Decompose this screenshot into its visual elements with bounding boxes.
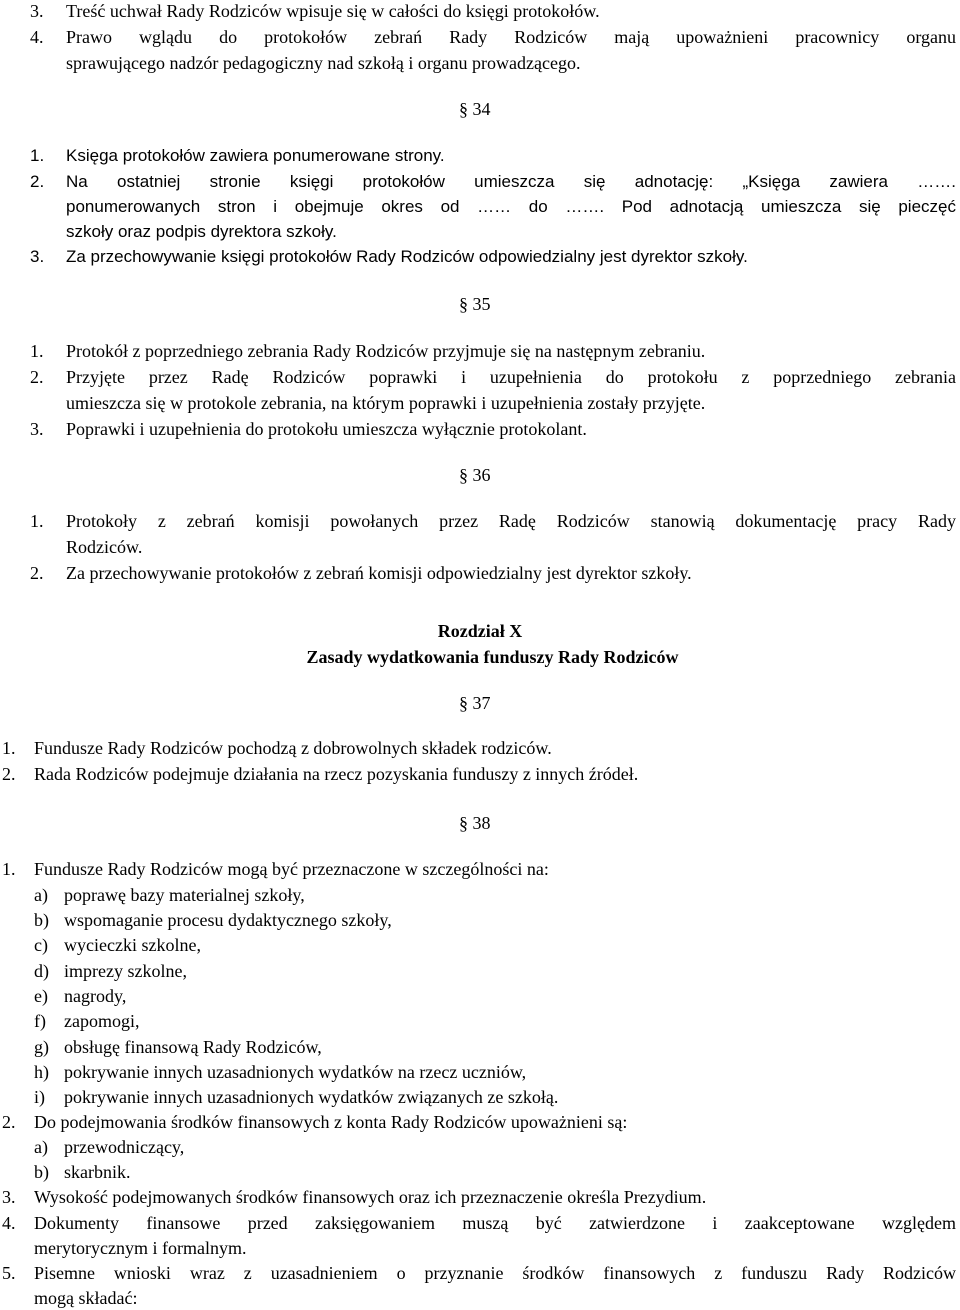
item-number: 1. xyxy=(30,511,44,531)
item-text: szkoły oraz podpis dyrektora szkoły. xyxy=(66,222,337,241)
list-item-letter: c) xyxy=(34,935,48,955)
item-number: 4. xyxy=(2,1213,16,1233)
item-number: 1. xyxy=(30,341,44,361)
list-item: przewodniczący, xyxy=(64,1137,185,1157)
item-text: Protokoły z zebrań komisji powołanych przez Radę Rodziców stanowią dokumentację pracy Rady xyxy=(66,511,956,531)
item-text: mogą składać: xyxy=(34,1288,138,1308)
item-text: Przyjęte przez Radę Rodziców poprawki i uzupełnienia do protokołu z poprzedniego zebrania xyxy=(66,367,956,387)
item-text: ponumerowanych stron i obejmuje okres od …… do ……. Pod adnotacją umieszcza się pieczęć xyxy=(66,197,956,216)
item-number: 3. xyxy=(30,247,45,266)
list-item: poprawę bazy materialnej szkoły, xyxy=(64,885,305,905)
item-number: 4. xyxy=(30,27,44,47)
list-item-letter: b) xyxy=(34,910,49,930)
item-number: 2. xyxy=(30,563,44,583)
paragraph-mark: § 38 xyxy=(459,813,491,833)
paragraph-number: 38 xyxy=(472,813,491,833)
list-item-letter: i) xyxy=(34,1087,45,1107)
list-item-letter: h) xyxy=(34,1062,49,1082)
item-text: Rodziców. xyxy=(66,537,143,557)
item-number: 1. xyxy=(2,859,16,879)
item-text: Na ostatniej stronie księgi protokołów umieszcza się adnotację: „Księga zawiera ……. xyxy=(66,172,956,191)
item-number: 3. xyxy=(30,1,44,21)
item-text: Treść uchwał Rady Rodziców wpisuje się w całości do księgi protokołów. xyxy=(66,1,600,21)
chapter-subtitle: Zasady wydatkowania funduszy Rady Rodziców xyxy=(306,647,679,667)
item-number: 2. xyxy=(2,1112,16,1132)
list-item: wspomaganie procesu dydaktycznego szkoły, xyxy=(64,910,392,930)
paragraph-mark: § 35 xyxy=(459,294,491,314)
list-item-letter: d) xyxy=(34,961,49,981)
item-number: 2. xyxy=(2,764,16,784)
list-item: obsługę finansową Rady Rodziców, xyxy=(64,1037,322,1057)
list-item-letter: f) xyxy=(34,1011,46,1031)
item-text: Poprawki i uzupełnienia do protokołu umieszcza wyłącznie protokolant. xyxy=(66,419,587,439)
item-number: 2. xyxy=(30,367,44,387)
item-text: sprawującego nadzór pedagogiczny nad szkołą i organu prowadzącego. xyxy=(66,53,581,73)
paragraph-mark: § 34 xyxy=(459,99,491,119)
paragraph-mark: § 37 xyxy=(459,693,491,713)
item-text: Prawo wglądu do protokołów zebrań Rady Rodziców mają upoważnieni pracownicy organu xyxy=(66,27,956,47)
paragraph-number: 35 xyxy=(472,294,491,314)
list-item-letter: a) xyxy=(34,885,48,905)
item-number: 2. xyxy=(30,172,45,191)
item-text: Rada Rodziców podejmuje działania na rzecz pozyskania funduszy z innych źródeł. xyxy=(34,764,639,784)
item-text: Fundusze Rady Rodziców pochodzą z dobrowolnych składek rodziców. xyxy=(34,738,552,758)
list-item: nagrody, xyxy=(64,986,127,1006)
list-item-letter: g) xyxy=(34,1037,49,1057)
item-number: 3. xyxy=(30,419,44,439)
list-item: zapomogi, xyxy=(64,1011,140,1031)
item-text: Za przechowywanie protokołów z zebrań komisji odpowiedzialny jest dyrektor szkoły. xyxy=(66,563,692,583)
item-number: 1. xyxy=(2,738,16,758)
list-item: skarbnik. xyxy=(64,1162,131,1182)
item-text: Dokumenty finansowe przed zaksięgowaniem muszą być zatwierdzone i zaakceptowane względem xyxy=(34,1213,956,1233)
item-text: Fundusze Rady Rodziców mogą być przeznaczone w szczególności na: xyxy=(34,859,549,879)
item-text: Pisemne wnioski wraz z uzasadnieniem o przyznanie środków finansowych z funduszu Rady Rodziców xyxy=(34,1263,956,1283)
paragraph-number: 34 xyxy=(472,99,491,119)
item-text: Protokół z poprzedniego zebrania Rady Rodziców przyjmuje się na następnym zebraniu. xyxy=(66,341,706,361)
list-item: pokrywanie innych uzasadnionych wydatków na rzecz uczniów, xyxy=(64,1062,527,1082)
chapter-title: Rozdział X xyxy=(437,621,523,641)
item-text: merytorycznym i formalnym. xyxy=(34,1238,247,1258)
item-text: umieszcza się w protokole zebrania, na którym poprawki i uzupełnienia zostały przyjęte. xyxy=(66,393,706,413)
list-item: imprezy szkolne, xyxy=(64,961,187,981)
paragraph-number: 37 xyxy=(472,693,491,713)
item-text: Za przechowywanie księgi protokołów Rady Rodziców odpowiedzialny jest dyrektor szkoły. xyxy=(66,247,748,266)
item-text: Do podejmowania środków finansowych z konta Rady Rodziców upoważnieni są: xyxy=(34,1112,628,1132)
item-text: Księga protokołów zawiera ponumerowane strony. xyxy=(66,146,445,165)
paragraph-mark: § 36 xyxy=(459,465,491,485)
list-item-letter: b) xyxy=(34,1162,49,1182)
item-number: 3. xyxy=(2,1187,16,1207)
item-number: 1. xyxy=(30,146,45,165)
item-text: Wysokość podejmowanych środków finansowych oraz ich przeznaczenie określa Prezydium. xyxy=(34,1187,707,1207)
list-item-letter: e) xyxy=(34,986,48,1006)
list-item: pokrywanie innych uzasadnionych wydatków związanych ze szkołą. xyxy=(64,1087,559,1107)
paragraph-number: 36 xyxy=(472,465,491,485)
list-item-letter: a) xyxy=(34,1137,48,1157)
list-item: wycieczki szkolne, xyxy=(64,935,201,955)
item-number: 5. xyxy=(2,1263,16,1283)
